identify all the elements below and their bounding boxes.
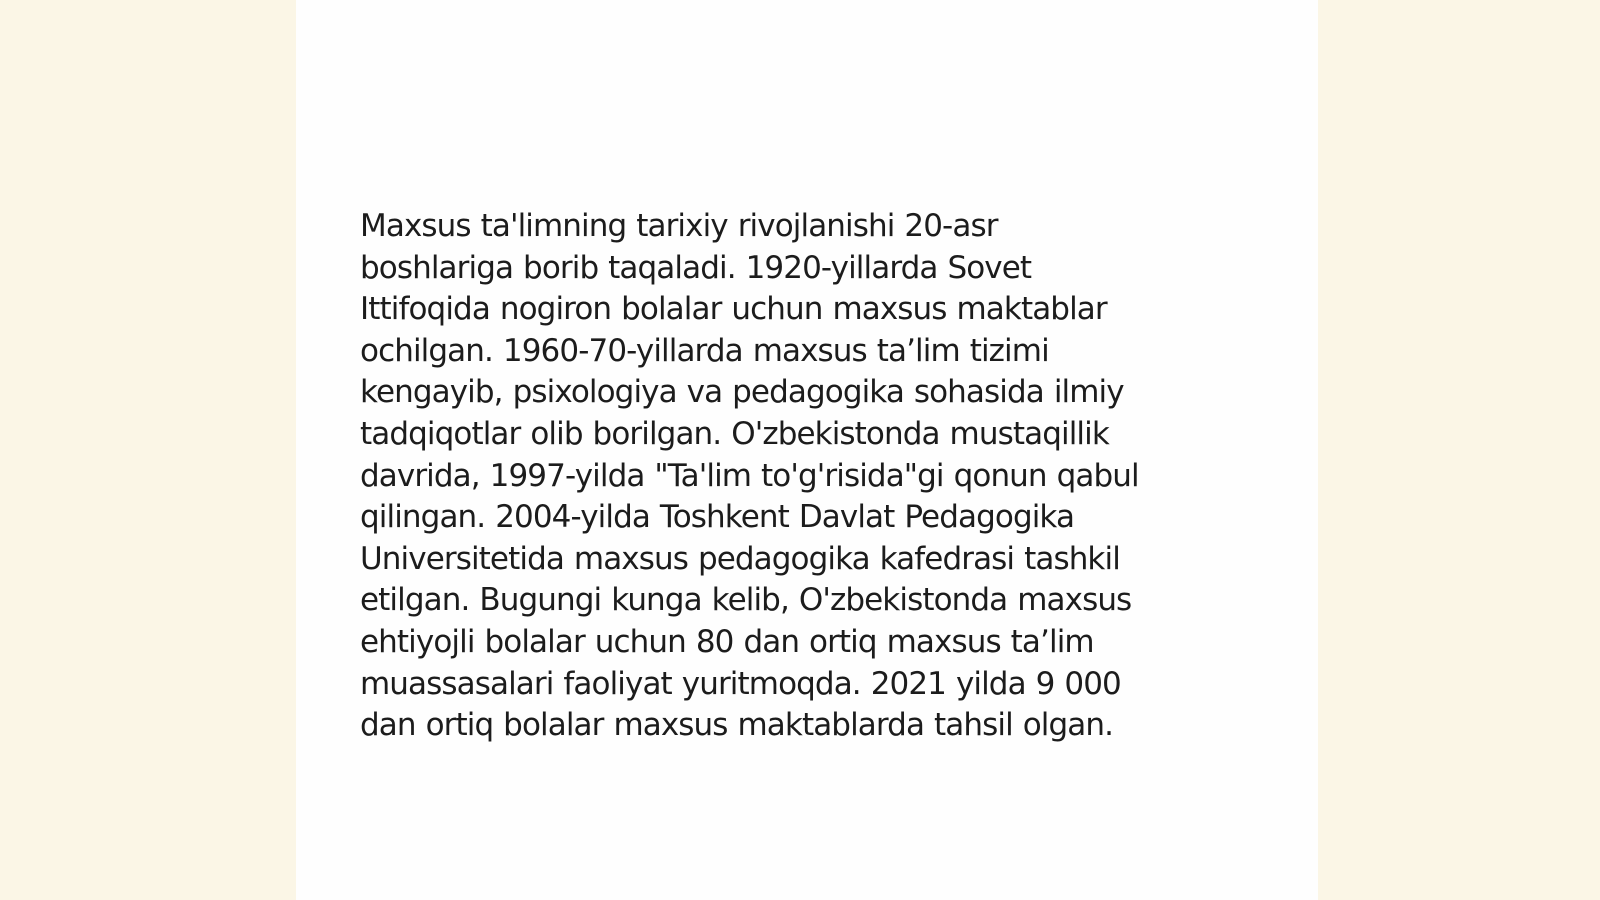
- body-line: ochilgan. 1960-70-yillarda maxsus ta’lim tizimi: [360, 332, 1049, 369]
- body-line: ehtiyojli bolalar uchun 80 dan ortiq maxsus ta’lim: [360, 623, 1094, 660]
- body-line: dan ortiq bolalar maxsus maktablarda tahsil olgan.: [360, 707, 1114, 744]
- body-line: qilingan. 2004-yilda Toshkent Davlat Pedagogika: [360, 499, 1075, 536]
- body-line: Maxsus ta'limning tarixiy rivojlanishi 20-asr: [360, 208, 998, 244]
- body-line: etilgan. Bugungi kunga kelib, O'zbekistonda maxsus: [360, 582, 1132, 619]
- body-line: Universitetida maxsus pedagogika kafedrasi tashkil: [360, 540, 1120, 577]
- body-line: davrida, 1997-yilda "Ta'lim to'g'risida"gi qonun qabul: [360, 457, 1139, 494]
- body-line: muassasalari faoliyat yuritmoqda. 2021 yilda 9 000: [360, 665, 1121, 702]
- body-line: boshlariga borib taqaladi. 1920-yillarda Sovet: [360, 249, 1032, 286]
- slide-body-text: [360, 206, 1240, 747]
- body-line: Ittifoqida nogiron bolalar uchun maxsus maktablar: [360, 291, 1107, 328]
- slide-canvas: [296, 0, 1318, 900]
- right-margin-panel: [1318, 0, 1600, 900]
- body-line: kengayib, psixologiya va pedagogika sohasida ilmiy: [360, 374, 1124, 411]
- body-line: tadqiqotlar olib borilgan. O'zbekistonda mustaqillik: [360, 415, 1109, 452]
- left-margin-panel: [0, 0, 296, 900]
